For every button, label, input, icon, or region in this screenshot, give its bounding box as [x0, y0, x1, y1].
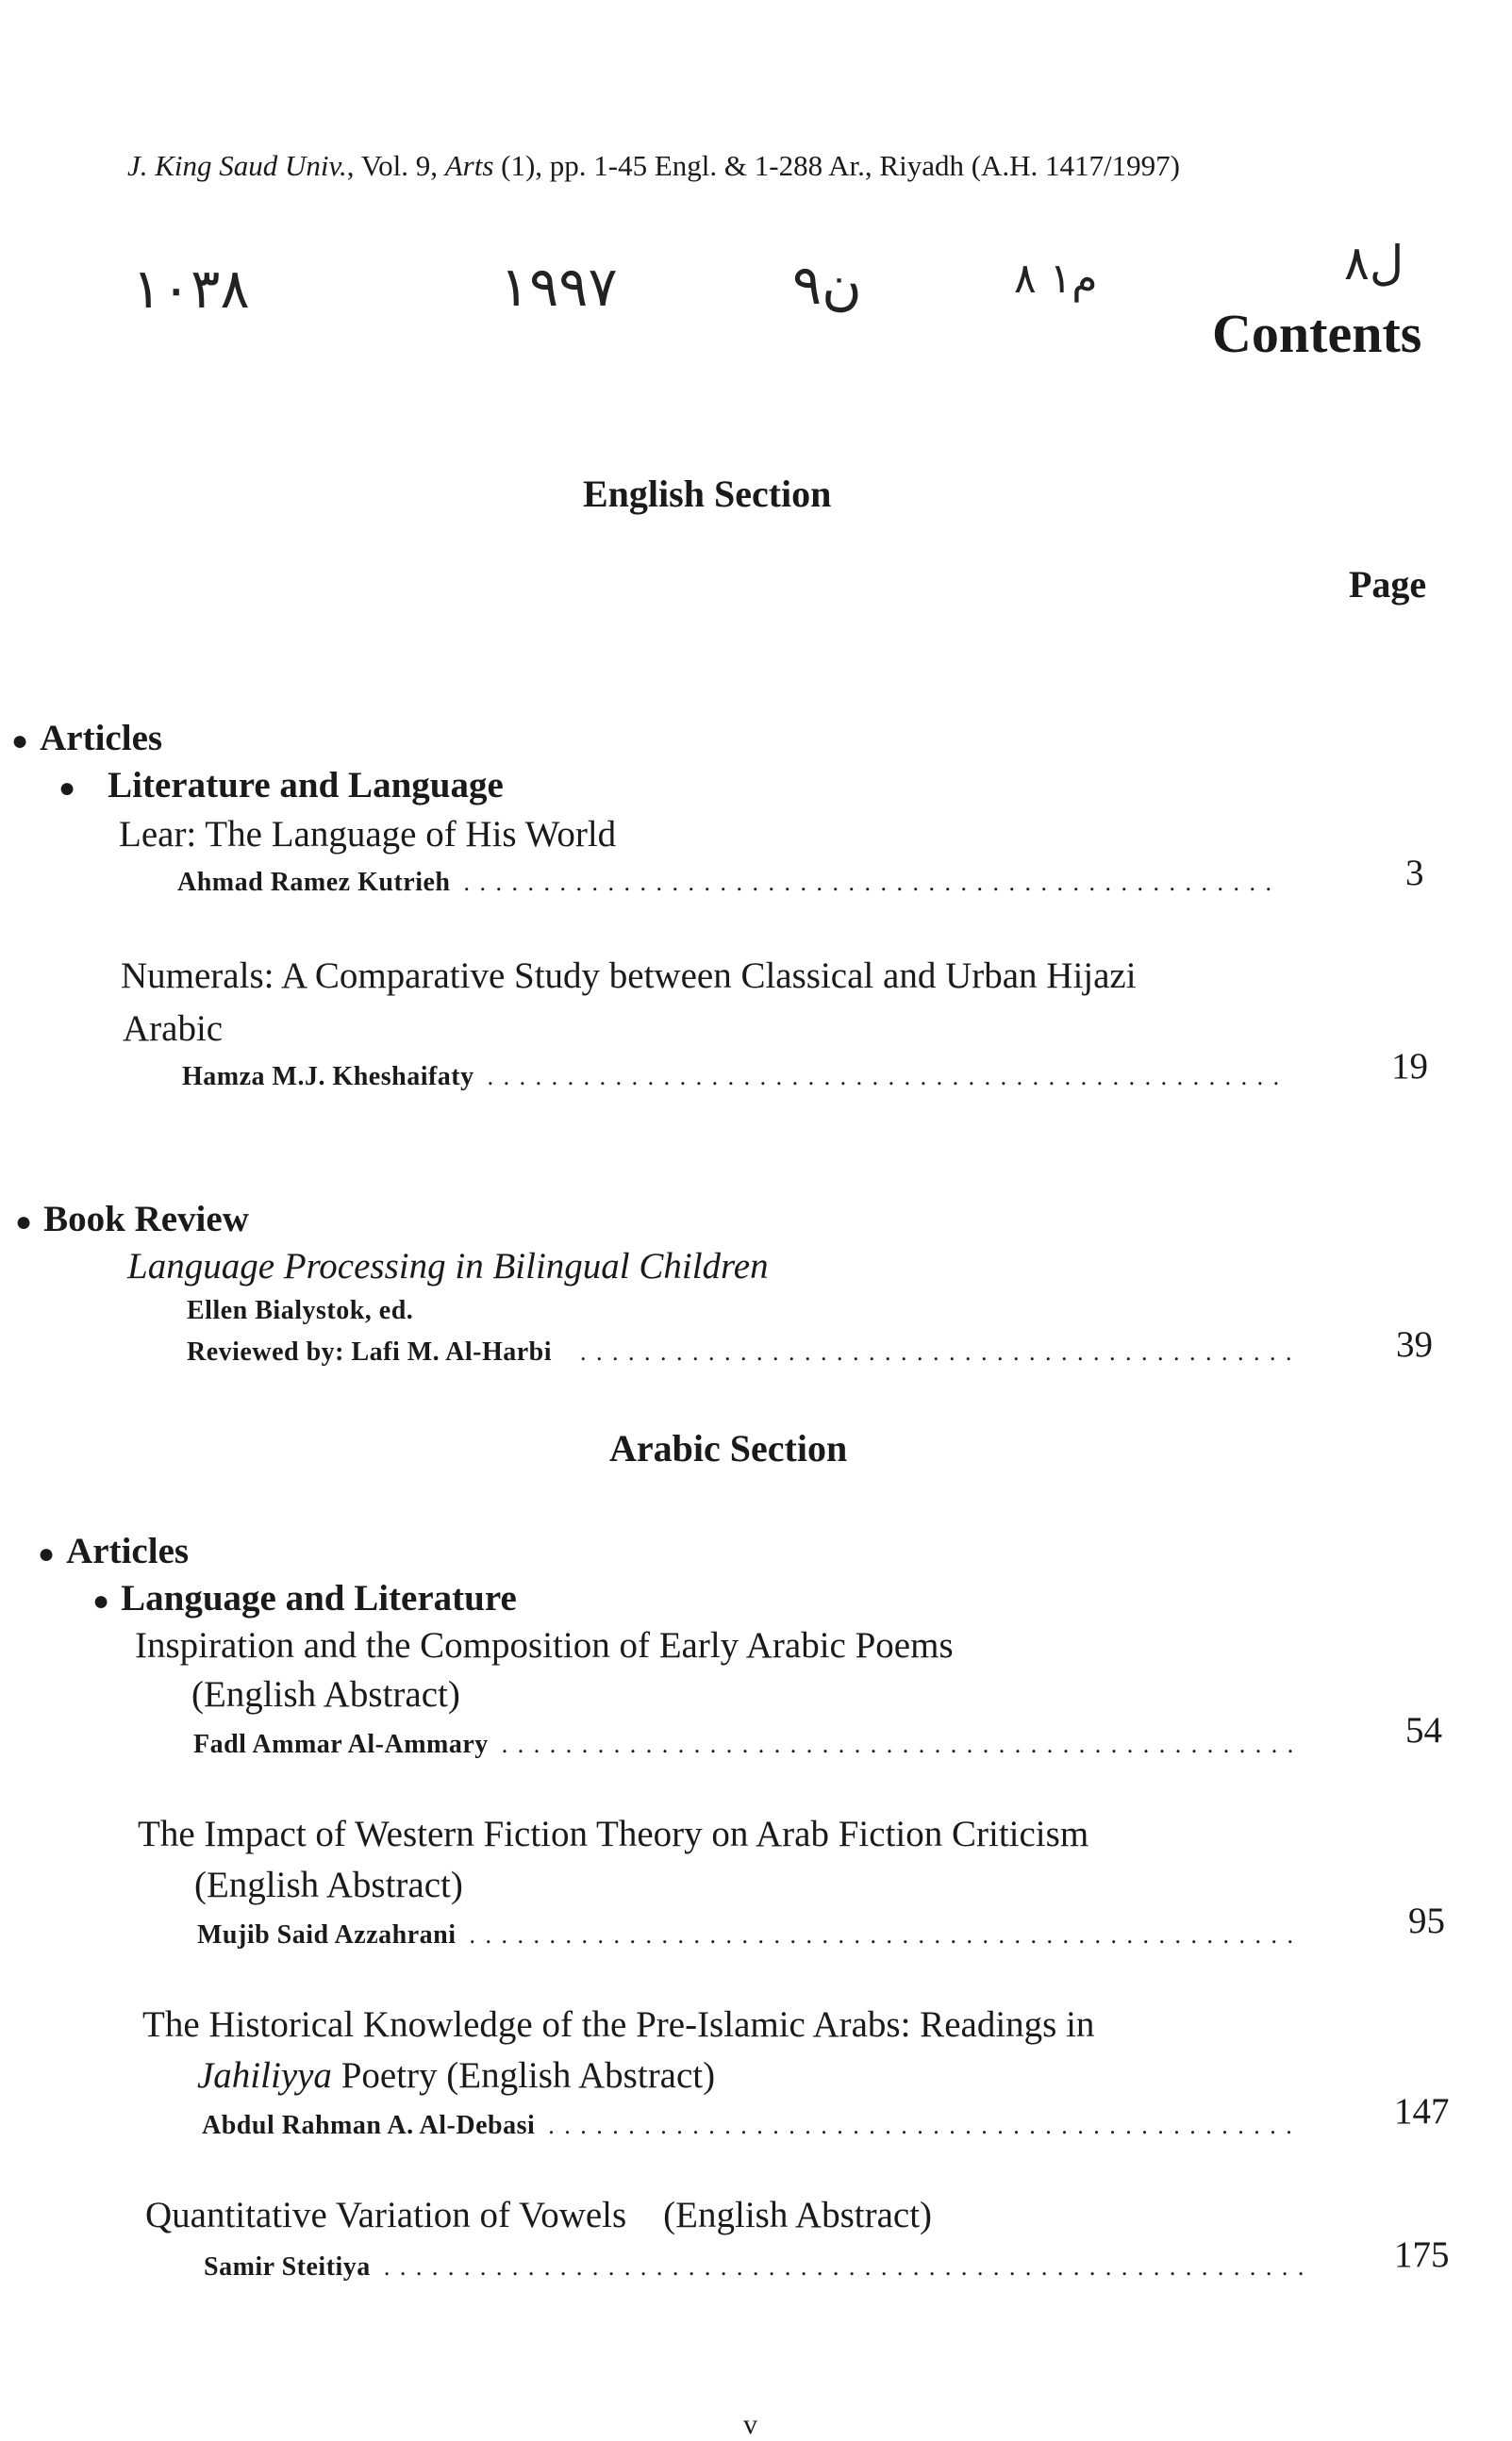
entry-title-cont: [197, 2054, 715, 2097]
entry-title: Lear: The Language of His World: [119, 814, 617, 855]
book-title: [127, 1245, 769, 1287]
arabic-section-title: Arabic Section: [609, 1427, 848, 1470]
dot-leader: [548, 2112, 1302, 2140]
english-section-title: English Section: [583, 473, 832, 515]
dot-leader: [488, 1063, 1286, 1091]
entry-title-cont: Arabic: [123, 1008, 224, 1049]
entry-author: Abdul Rahman A. Al-Debasi: [202, 2111, 536, 2140]
entry-page: 3: [1405, 853, 1424, 893]
entry-author: Samir Steitiya: [204, 2252, 371, 2282]
dot-leader: [469, 1921, 1299, 1950]
entry-title-italic: Jahiliyya: [197, 2055, 332, 2096]
arabic-articles-label: Articles: [66, 1531, 190, 1571]
entry-author-line: [193, 1730, 1295, 1760]
dot-leader: [580, 1338, 1290, 1367]
journal-rest: (1), pp. 1-45 Engl. & 1-288 Ar., Riyadh (A.H. 1417/1997): [493, 149, 1180, 182]
entry-page: 175: [1394, 2234, 1450, 2275]
entry-title: The Historical Knowledge of the Pre-Islamic Arabs: Readings in: [142, 2004, 1095, 2045]
entry-title: Numerals: A Comparative Study between Classical and Urban Hijazi: [121, 955, 1137, 996]
journal-vol: , Vol. 9,: [346, 149, 445, 182]
english-subsection-heading: ● Literature and Language: [58, 765, 504, 805]
book-review-heading: ● Book Review: [15, 1199, 249, 1239]
handwritten-note-4: م١ ٨: [1014, 255, 1098, 303]
english-subsection-label: Literature and Language: [108, 765, 504, 805]
arabic-articles-heading: ● Articles: [38, 1531, 190, 1571]
entry-title-cont: (English Abstract): [191, 1674, 460, 1715]
entry-title-cont: (English Abstract): [194, 1865, 463, 1905]
entry-page: 147: [1394, 2091, 1450, 2132]
book-reviewer: Reviewed by: Lafi M. Al-Harbi: [187, 1337, 553, 1367]
english-articles-heading: ● Articles: [11, 718, 163, 758]
entry-author: Ahmad Ramez Kutrieh: [177, 868, 451, 897]
entry-title: Quantitative Variation of Vowels (English Abstract): [145, 2195, 933, 2235]
entry-author-line: [202, 2111, 1302, 2141]
entry-title: The Impact of Western Fiction Theory on Arab Fiction Criticism: [138, 1814, 1089, 1854]
handwritten-note-3: ن٩: [792, 253, 862, 317]
contents-title: Contents: [1212, 303, 1422, 364]
arabic-subsection-label: Language and Literature: [121, 1578, 517, 1619]
book-review-label: Book Review: [43, 1199, 249, 1239]
entry-author-line: [182, 1062, 1286, 1092]
arabic-subsection-heading: ● Language and Literature: [92, 1578, 517, 1619]
dot-leader: [502, 1731, 1295, 1759]
entry-author-line: [204, 2252, 1304, 2283]
entry-author-line: [187, 1337, 1290, 1368]
dot-leader: [384, 2253, 1304, 2282]
entry-author-line: [197, 1920, 1299, 1951]
handwritten-note-2: ١٩٩٧: [500, 255, 618, 319]
handwritten-note-1: ١٠٣٨: [132, 257, 250, 321]
book-title-text: Language Processing in Bilingual Children: [127, 1246, 769, 1287]
entry-page: 95: [1408, 1901, 1445, 1941]
entry-author: Fadl Ammar Al-Ammary: [193, 1730, 489, 1759]
book-editor: Ellen Bialystok, ed.: [187, 1296, 414, 1325]
english-articles-label: Articles: [40, 718, 163, 758]
journal-arts: Arts: [444, 149, 494, 182]
entry-author-line: [177, 868, 1281, 898]
entry-author: Hamza M.J. Kheshaifaty: [182, 1062, 474, 1091]
page-column-label: Page: [1349, 563, 1427, 606]
entry-author: Mujib Said Azzahrani: [197, 1920, 457, 1950]
entry-page: 39: [1396, 1324, 1433, 1365]
entry-title-rest: Poetry (English Abstract): [331, 2055, 716, 2096]
handwritten-note-5: ل٨: [1344, 236, 1404, 291]
journal-abbr: J. King Saud Univ.: [127, 149, 347, 182]
entry-page: 19: [1391, 1046, 1428, 1087]
journal-citation: [127, 149, 1180, 183]
page-folio: v: [743, 2409, 757, 2440]
dot-leader: [463, 869, 1281, 897]
entry-title: Inspiration and the Composition of Early Arabic Poems: [135, 1625, 954, 1666]
entry-page: 54: [1405, 1710, 1442, 1751]
